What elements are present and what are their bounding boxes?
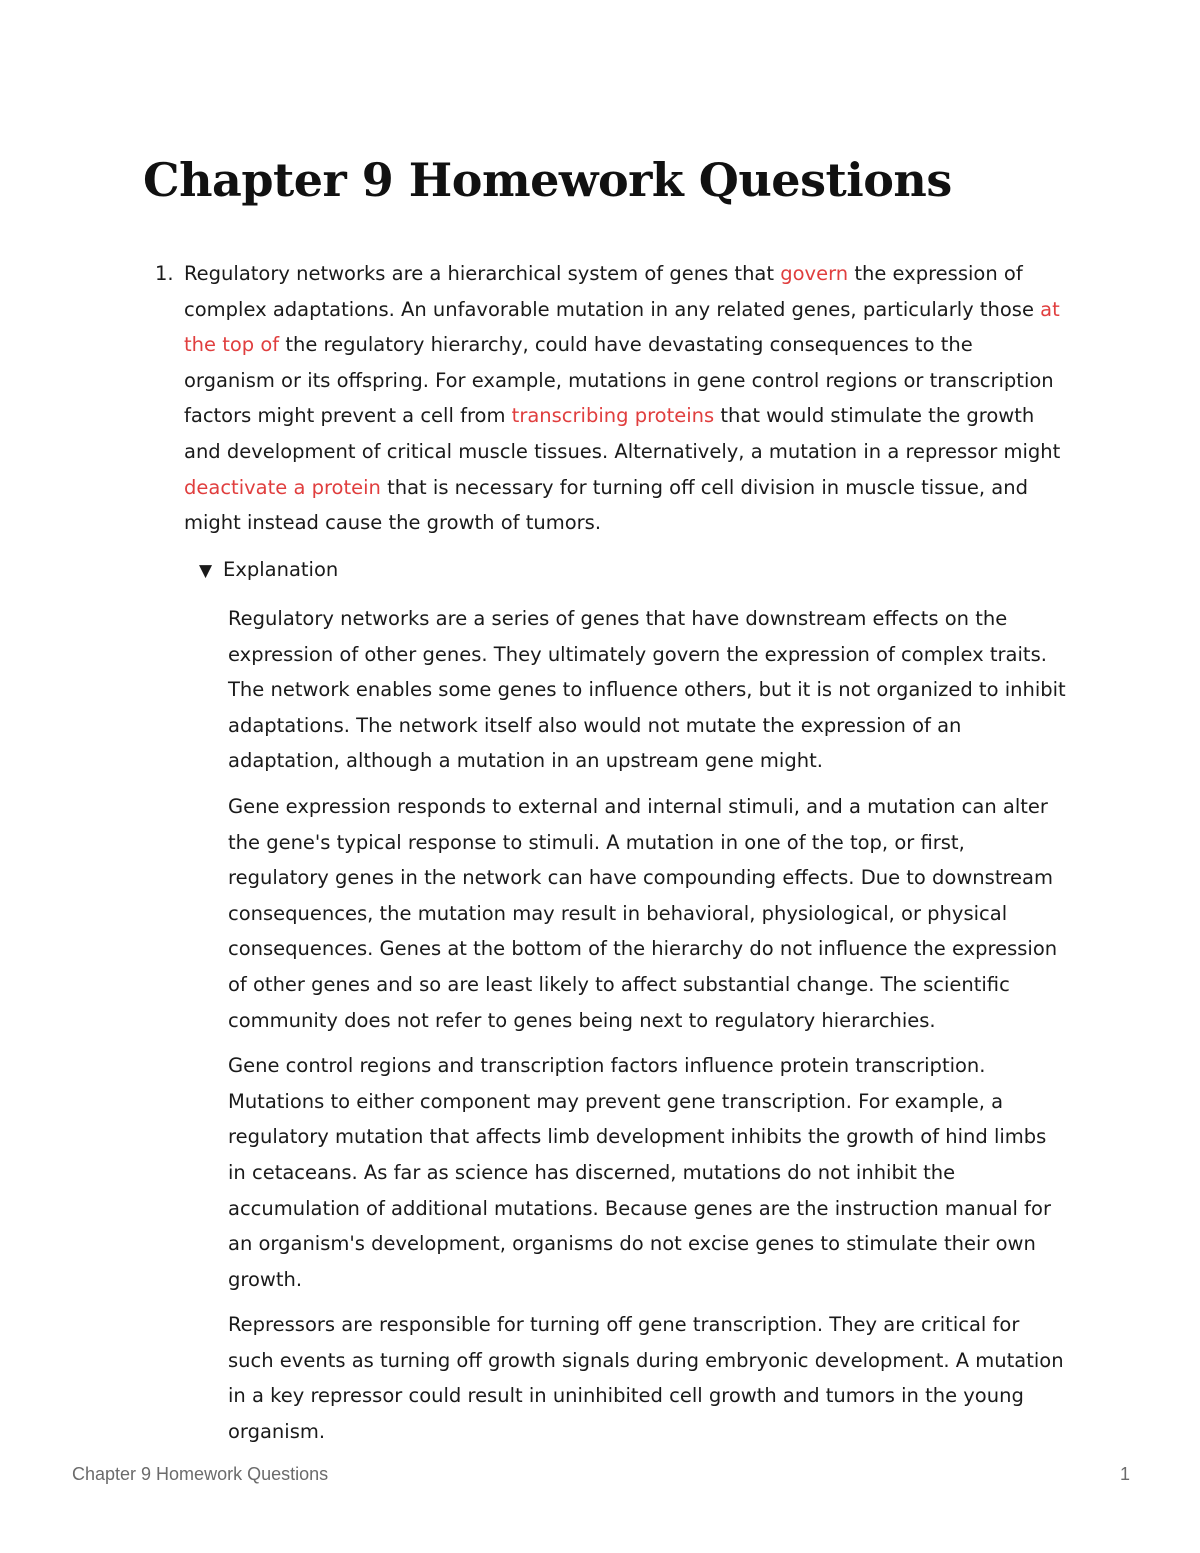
explanation-toggle-label: Explanation [223, 558, 339, 581]
highlighted-text: transcribing proteins [511, 404, 715, 428]
explanation-paragraph: Repressors are responsible for turning off gene transcription. They are critical for such events as turning off growth signals during embryonic development. A mutation in a key repressor could result in uninhibited cell growth and tumors in the young organism. [228, 1313, 1064, 1444]
triangle-down-icon: ▼ [199, 561, 213, 581]
explanation-paragraph: Regulatory networks are a series of genes that have downstream effects on the expression of other genes. They ultimately govern the expression of complex traits. The network enables some genes to influence others, but it is not organized to inhibit adaptations. The network itself also would not mutate the expression of an adaptation, although a mutation in an upstream gene might. [228, 607, 1066, 773]
question-text-segment: that would stimulate the growth and development of critical muscle tissues. Alternatively, a mutation in a repressor might [184, 404, 1061, 463]
highlighted-text: deactivate a protein [184, 475, 381, 499]
explanation-body [228, 601, 1068, 1460]
question-text-segment: that is necessary for turning off cell division in muscle tissue, and might instead cause the growth of tumors. [184, 475, 1028, 535]
question-text-segment: the expression of complex adaptations. An unfavorable mutation in any related genes, particularly those [184, 262, 1041, 321]
footer-title: Chapter 9 Homework Questions [72, 1464, 329, 1484]
question-text-segment: Regulatory networks are a hierarchical system of genes that [184, 262, 781, 285]
page-title: Chapter 9 Homework Questions [143, 153, 952, 207]
highlighted-text: at the top of [184, 297, 1060, 357]
question-1 [155, 256, 1064, 541]
explanation-paragraph: Gene expression responds to external and internal stimuli, and a mutation can alter the gene's typical response to stimuli. A mutation in one of the top, or first, regulatory genes in the network can have compounding effects. Due to downstream consequences, the mutation may result in behavioral, physiological, or physical consequences. Genes at the bottom of the hierarchy do not influence the expression of other genes and so are least likely to affect substantial change. The scientific community does not refer to genes being next to regulatory hierarchies. [228, 794, 1058, 1032]
explanation-toggle[interactable] [199, 554, 338, 587]
footer-page-number: 1 [1120, 1464, 1131, 1484]
explanation-paragraph: Gene control regions and transcription factors influence protein transcription. Mutations to either component may prevent gene transcription. For example, a regulatory mutation that affects limb development inhibits the growth of hind limbs in cetaceans. As far as science has discerned, mutations do not inhibit the accumulation of additional mutations. Because genes are the instruction manual for an organism's development, organisms do not excise genes to stimulate their own growth. [228, 1054, 1051, 1291]
question-text-segment: the regulatory hierarchy, could have devastating consequences to the organism or its offspring. For example, mutations in gene control regions or transcription factors might prevent a cell from [184, 333, 1054, 428]
question-number: 1. [155, 262, 174, 285]
highlighted-text: govern [780, 262, 849, 285]
